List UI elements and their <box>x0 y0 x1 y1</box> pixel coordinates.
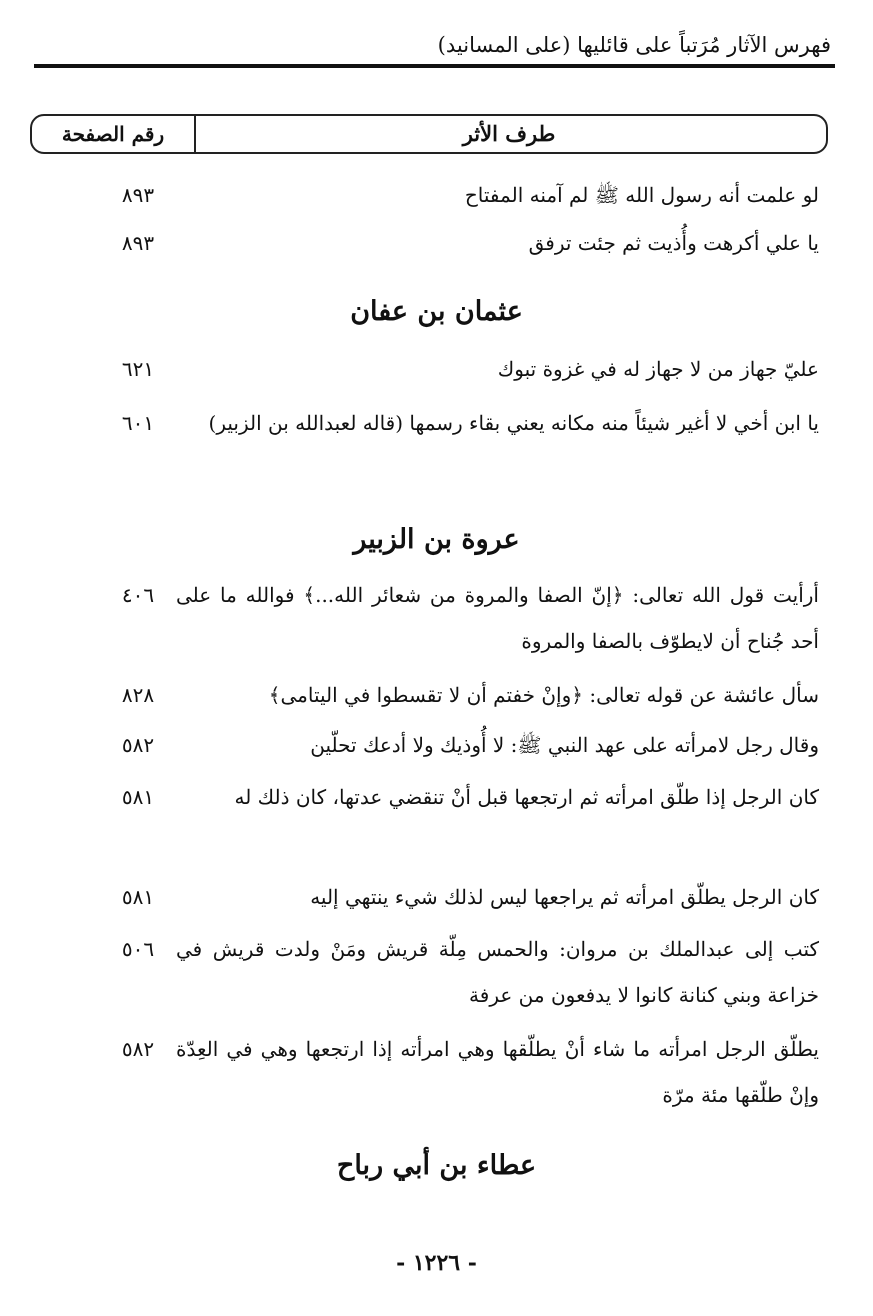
entry-text: وقال رجل لامرأته على عهد النبي ﷺ: لا أُوذيك ولا أدعك تحلّين <box>310 733 819 757</box>
entry-page: ٦٠١ <box>121 411 155 435</box>
entry-text: عليّ جهاز من لا جهاز له في غزوة تبوك <box>497 357 819 381</box>
entry-text: أرأيت قول الله تعالى: ﴿إنّ الصفا والمروة من شعائر الله...﴾ فوالله ما على أحد جُناح أن لايطوّف بالصفا والمروة <box>176 583 819 653</box>
entry-text: كان الرجل يطلّق امرأته ثم يراجعها ليس لذلك شيء ينتهي إليه <box>310 885 819 909</box>
entry-text: يا علي أكرهت وأُذيت ثم جئت ترفق <box>528 231 819 255</box>
entry-page: ٦٢١ <box>121 357 155 381</box>
entry-page: ٨٢٨ <box>121 683 155 707</box>
entry-page: ٥٨١ <box>121 885 155 909</box>
entry-page: ٥٨٢ <box>121 1037 155 1061</box>
entry-text: يطلّق الرجل امرأته ما شاء أنْ يطلّقها وهي امرأته إذا ارتجعها وهي في العِدّة وإنْ طلّقها مئة مرّة <box>176 1037 819 1107</box>
page-number: - ١٢٢٦ - <box>396 1250 477 1276</box>
column-header <box>30 114 828 154</box>
index-entry <box>26 220 819 266</box>
entry-text: كان الرجل إذا طلّق امرأته ثم ارتجعها قبل أنْ تنقضي عدتها، كان ذلك له <box>234 785 819 809</box>
column-divider <box>194 116 196 152</box>
entry-page: ٥٨٢ <box>121 733 155 757</box>
column-header-page: رقم الصفحة <box>61 122 165 146</box>
index-entry <box>26 400 819 446</box>
section-heading: عطاء بن أبي رباح <box>336 1150 537 1181</box>
running-title: فهرس الآثار مُرَتباً على قائليها (على المسانيد) <box>437 33 831 57</box>
entry-page: ٨٩٣ <box>121 231 155 255</box>
index-entry <box>26 874 819 920</box>
column-header-title: طرف الأثر <box>462 121 556 146</box>
index-entry <box>26 1026 819 1118</box>
entry-page: ٥٠٦ <box>121 937 155 961</box>
index-entry <box>26 572 819 664</box>
entry-page: ٤٠٦ <box>121 583 155 607</box>
index-entry <box>26 926 819 1018</box>
header-rule <box>34 64 835 68</box>
entry-text: لو علمت أنه رسول الله ﷺ لم آمنه المفتاح <box>464 183 819 207</box>
index-entry <box>26 172 819 218</box>
entry-text: كتب إلى عبدالملك بن مروان: والحمس مِلّة قريش ومَنْ ولدت قريش في خزاعة وبني كنانة كانوا لا يدفعون من عرفة <box>176 937 820 1007</box>
section-heading: عثمان بن عفان <box>350 296 523 327</box>
entry-text: سأل عائشة عن قوله تعالى: ﴿وإنْ خفتم أن لا تقسطوا في اليتامى﴾ <box>268 683 819 707</box>
index-entry <box>26 346 819 392</box>
entry-page: ٥٨١ <box>121 785 155 809</box>
index-entry <box>26 722 819 768</box>
index-entry <box>26 774 819 820</box>
index-entry <box>26 672 819 718</box>
section-heading: عروة بن الزبير <box>353 524 520 555</box>
entry-text: يا ابن أخي لا أغير شيئاً منه مكانه يعني بقاء رسمها (قاله لعبدالله بن الزبير) <box>208 411 819 435</box>
entry-page: ٨٩٣ <box>121 183 155 207</box>
